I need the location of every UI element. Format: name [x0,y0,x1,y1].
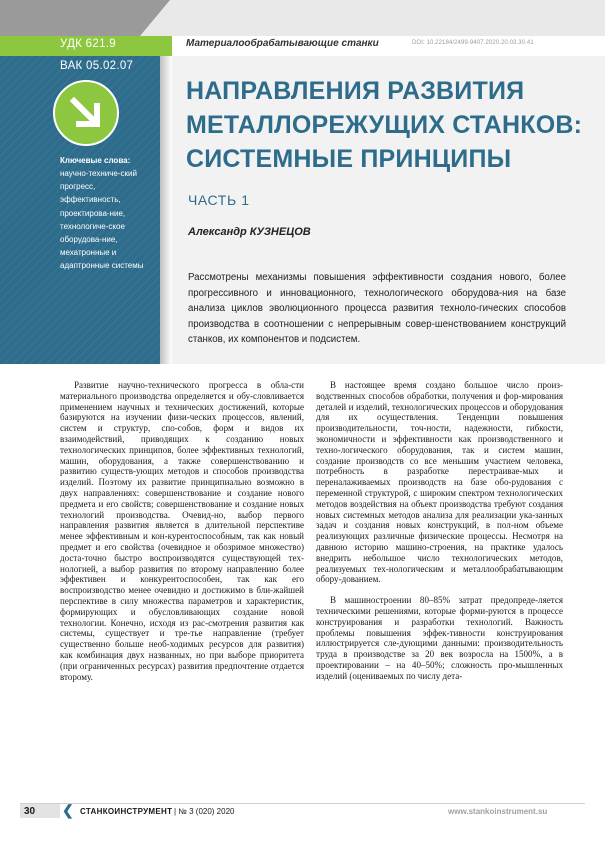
journal-name: СТАНКОИНСТРУМЕНТ [80,807,173,816]
top-band-dark [0,0,140,36]
body-column-right [316,380,563,682]
article-abstract: Рассмотрены механизмы повышения эффективности создания нового, более прогрессивного и инновационного, технологического оборудова-ния на базе анализа циклов эволюционного процесса развития техноло-гических способов производства в соотношении с непрерывным совер-шенствованием конструкций станков, их компонентов и подсистем. [188,272,566,346]
body-paragraph: В машиностроении 80–85% затрат предопреде-ляется техническими решениями, которые форми-руются в процессе конструирования и разработки технологий. Важность проблемы повышения эффек-тивности конструирования иллюстрируется сле-дующими данными: производительность труда в производстве за 20 век возросла на 1500%, а в проектировании – на 40–50%; сложность про-мышленных изделий (оцениваемых по числу дета- [316,595,563,681]
body-paragraph: В настоящее время создано большое число произ-водственных способов обработки, получения и фор-мирования деталей и изделий, технологических процессов и оборудования для их осуществления. Тенденции повышения производительности, точ-ности, надежности, гибкости, экономичности и эффективности как производственного и техно-логического оборудования, так и систем машин, создание производств со все меньшим участием человека, потребность в разработке перестраивае-мых и переналаживаемых производств на базе обо-рудования с переменной структурой, с широким спектром технологических методов воздействия на объект производства требуют создания новых системных методов анализа для реализации ука-занных задач и создания новых конструкций, в пол-ном объеме реализующих различные физические процессы. Несмотря на давнюю историю машино-строения, на практике удалось внедрить небольшое число технологических методов, реализуемых тех-нологическим и металлообрабатывающим обору-дованием. [316,380,563,585]
body-paragraph: Развитие научно-технического прогресса в обла-сти материального производства определяется и обу-словливается применением научных и технических достижений, которые базируются на изучении физи-ческих процессов, явлений, систем и структур, спо-собов, форм и видов их взаимодействий, приводящих к созданию новых технологических принципов, более эффективных технологий, машин, оборудования, а также совершенствованию и развитию существ-ующих методов и способов производства изделий. Поэтому их развитие принципиально возможно в двух направлениях: совершенствование и создание нового предмета и его свойств; совершенствование и создание новых технологий производства. Очевид-но, выбор первого направления развития является в длительной перспективе менее эффективным и кон-курентоспособным, так как новый предмет и его свойства (очевидное и обозримое множество) доста-точно быстро воспроизводятся существующей тех-нологией, а выбор развития по второму направлению более эффективен и конкурентоспособен, так как его воспроизводство менее очевидно и достижимо в бли-жайшей перспективе в силу множества параметров и характеристик, формирующих и обусловливающих создание новой технологии. Конечно, исходя из рас-смотрения развития как системы, существует и тре-тье направление (требует существенно больше необ-ходимых ресурсов для развития) как комбинация двух названных, но при выборе приоритета (при ограниченных ресурсах) развития предпочтение отдается второму. [60,380,304,682]
keywords-text: научно-техниче-ский прогресс, эффективность, проектирова-ние, технологиче-ское оборудова-ние, мехатронные и адаптронные системы [60,169,144,271]
sidebar-shadow [160,36,172,364]
udk-code: УДК 621.9 [60,38,116,50]
vak-code: ВАК 05.02.07 [60,60,134,72]
journal-issue: | № 3 (020) 2020 [174,807,235,816]
article-author: Александр КУЗНЕЦОВ [188,226,311,238]
footer-divider [20,803,585,804]
journal-website[interactable]: www.stankoinstrument.su [448,807,548,816]
article-part: ЧАСТЬ 1 [188,192,250,208]
top-band-fold [140,0,170,36]
arrow-down-right-icon [53,80,119,146]
page-number: 30 [24,806,36,817]
section-title: Материалообрабатывающие станки [186,38,379,49]
doi: DOI: 10.22184/2499-9407.2020.20.03.30.41 [412,40,534,46]
article-title: НАПРАВЛЕНИЯ РАЗВИТИЯ МЕТАЛЛОРЕЖУЩИХ СТАНКОВ: СИСТЕМНЫЕ ПРИНЦИПЫ [186,77,583,173]
keywords-title: Ключевые слова: [60,156,131,165]
chevron-left-icon: ❮ [62,802,74,818]
body-column-left [60,380,304,682]
